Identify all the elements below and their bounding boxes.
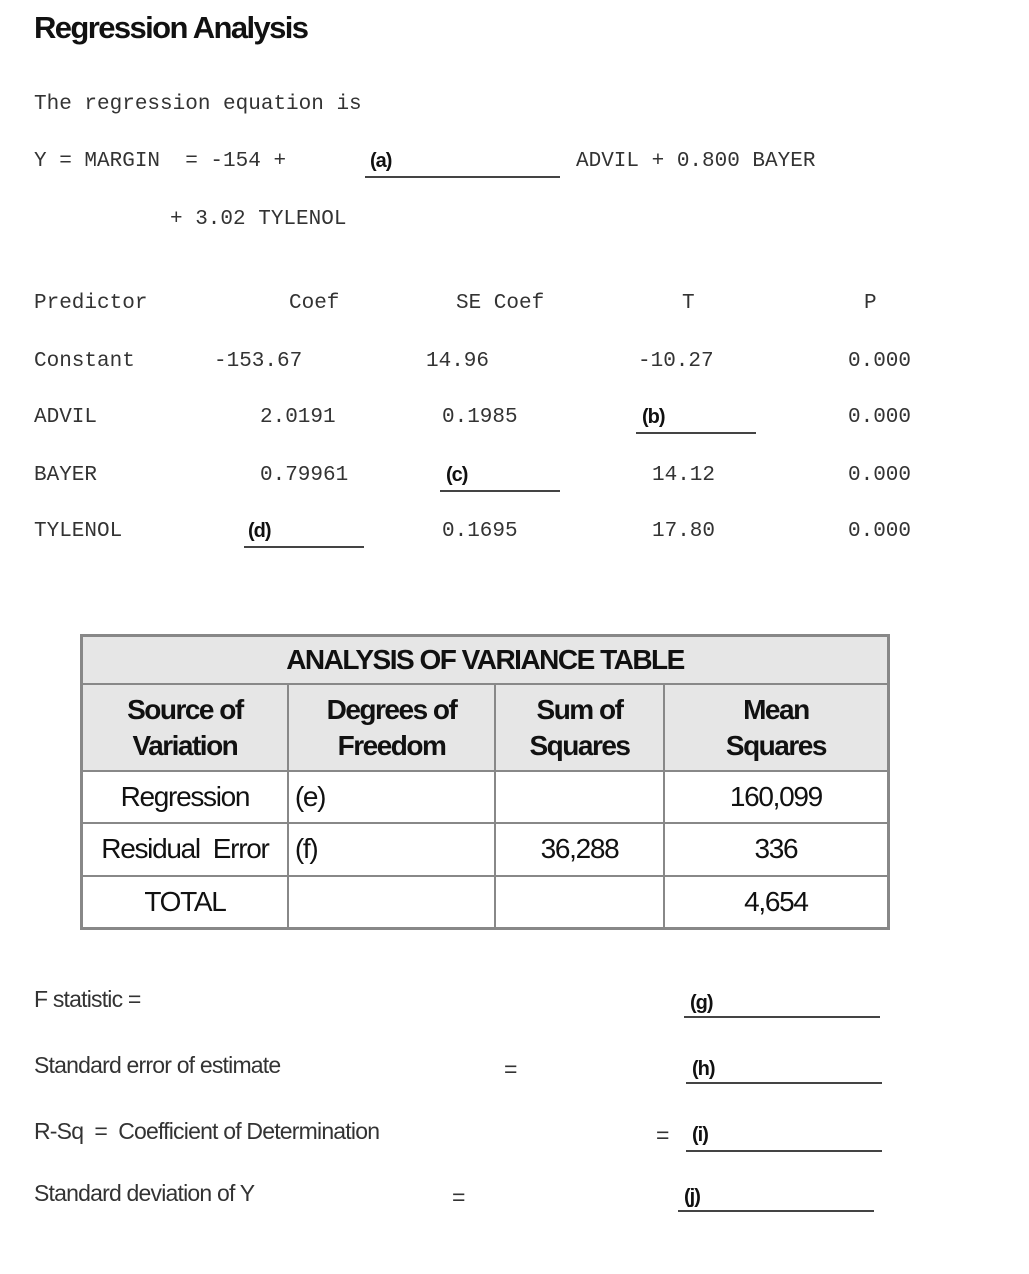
equation-line2: + 3.02 TYLENOL	[170, 208, 347, 231]
coef-row-se: 14.96	[426, 350, 490, 373]
question-label: Standard error of estimate	[34, 1052, 281, 1078]
blank-c-line[interactable]	[440, 490, 560, 492]
coef-header-t: T	[682, 292, 695, 315]
coef-header-p: P	[864, 292, 877, 315]
coef-row-predictor: ADVIL	[34, 406, 98, 429]
question-label: Standard deviation of Y	[34, 1180, 255, 1206]
coef-row-predictor: Constant	[34, 350, 135, 373]
anova-source: Regression	[82, 771, 288, 823]
blank-i-label: (i)	[692, 1124, 708, 1146]
blank-j-label: (j)	[684, 1186, 700, 1208]
table-row	[82, 771, 889, 823]
coef-row-coef: 0.79961	[260, 464, 349, 487]
blank-b-label: (b)	[642, 406, 665, 428]
table-row	[82, 823, 889, 875]
blank-c-label: (c)	[446, 464, 468, 486]
anova-ms: 4,654	[664, 876, 889, 929]
table-row	[82, 876, 889, 929]
blank-g-line[interactable]	[684, 1016, 880, 1018]
coef-row-coef: 2.0191	[260, 406, 336, 429]
blank-a-line[interactable]	[365, 176, 560, 178]
anova-ss[interactable]	[495, 771, 664, 823]
page-title: Regression Analysis	[34, 10, 308, 45]
coef-row-se: 0.1695	[442, 520, 518, 543]
anova-source: TOTAL	[82, 876, 288, 929]
question-label: F statistic =	[34, 986, 141, 1012]
blank-h-label: (h)	[692, 1058, 715, 1080]
equation-line1-left: Y = MARGIN = -154 +	[34, 150, 287, 173]
coef-header-coef: Coef	[289, 292, 340, 315]
anova-ms: 336	[664, 823, 889, 875]
anova-header-ss: Sum of Squares	[495, 684, 664, 771]
equals-sign: =	[452, 1184, 465, 1210]
coef-row-t: 17.80	[652, 520, 716, 543]
blank-d-label: (d)	[248, 520, 271, 542]
anova-ss[interactable]	[495, 876, 664, 929]
blank-i-line[interactable]	[686, 1150, 882, 1152]
anova-table	[80, 634, 890, 930]
coef-row-p: 0.000	[848, 520, 912, 543]
blank-g-label: (g)	[690, 992, 713, 1014]
coef-header-predictor: Predictor	[34, 292, 148, 315]
coef-row-predictor: TYLENOL	[34, 520, 123, 543]
anova-df[interactable]: (f)	[288, 823, 495, 875]
blank-a-label: (a)	[370, 150, 392, 172]
anova-header-source: Source of Variation	[82, 684, 288, 771]
anova-df[interactable]: (e)	[288, 771, 495, 823]
anova-source: Residual Error	[82, 823, 288, 875]
coef-row-p: 0.000	[848, 464, 912, 487]
coef-row-se: 0.1985	[442, 406, 518, 429]
anova-header-ms: Mean Squares	[664, 684, 889, 771]
anova-title: ANALYSIS OF VARIANCE TABLE	[82, 636, 889, 685]
equation-line1-right: ADVIL + 0.800 BAYER	[576, 150, 816, 173]
blank-j-line[interactable]	[678, 1210, 874, 1212]
anova-ss: 36,288	[495, 823, 664, 875]
equals-sign: =	[656, 1122, 669, 1148]
blank-h-line[interactable]	[686, 1082, 882, 1084]
coef-header-se: SE Coef	[456, 292, 545, 315]
question-label: R-Sq = Coefficient of Determination	[34, 1118, 380, 1144]
coef-row-t: -10.27	[638, 350, 714, 373]
blank-b-line[interactable]	[636, 432, 756, 434]
equals-sign: =	[504, 1056, 517, 1082]
blank-d-line[interactable]	[244, 546, 364, 548]
coef-row-t: 14.12	[652, 464, 716, 487]
anova-ms: 160,099	[664, 771, 889, 823]
coef-row-coef: -153.67	[214, 350, 303, 373]
equation-intro: The regression equation is	[34, 93, 362, 116]
anova-header-df: Degrees of Freedom	[288, 684, 495, 771]
anova-df[interactable]	[288, 876, 495, 929]
coef-row-p: 0.000	[848, 350, 912, 373]
coef-row-p: 0.000	[848, 406, 912, 429]
coef-row-predictor: BAYER	[34, 464, 98, 487]
